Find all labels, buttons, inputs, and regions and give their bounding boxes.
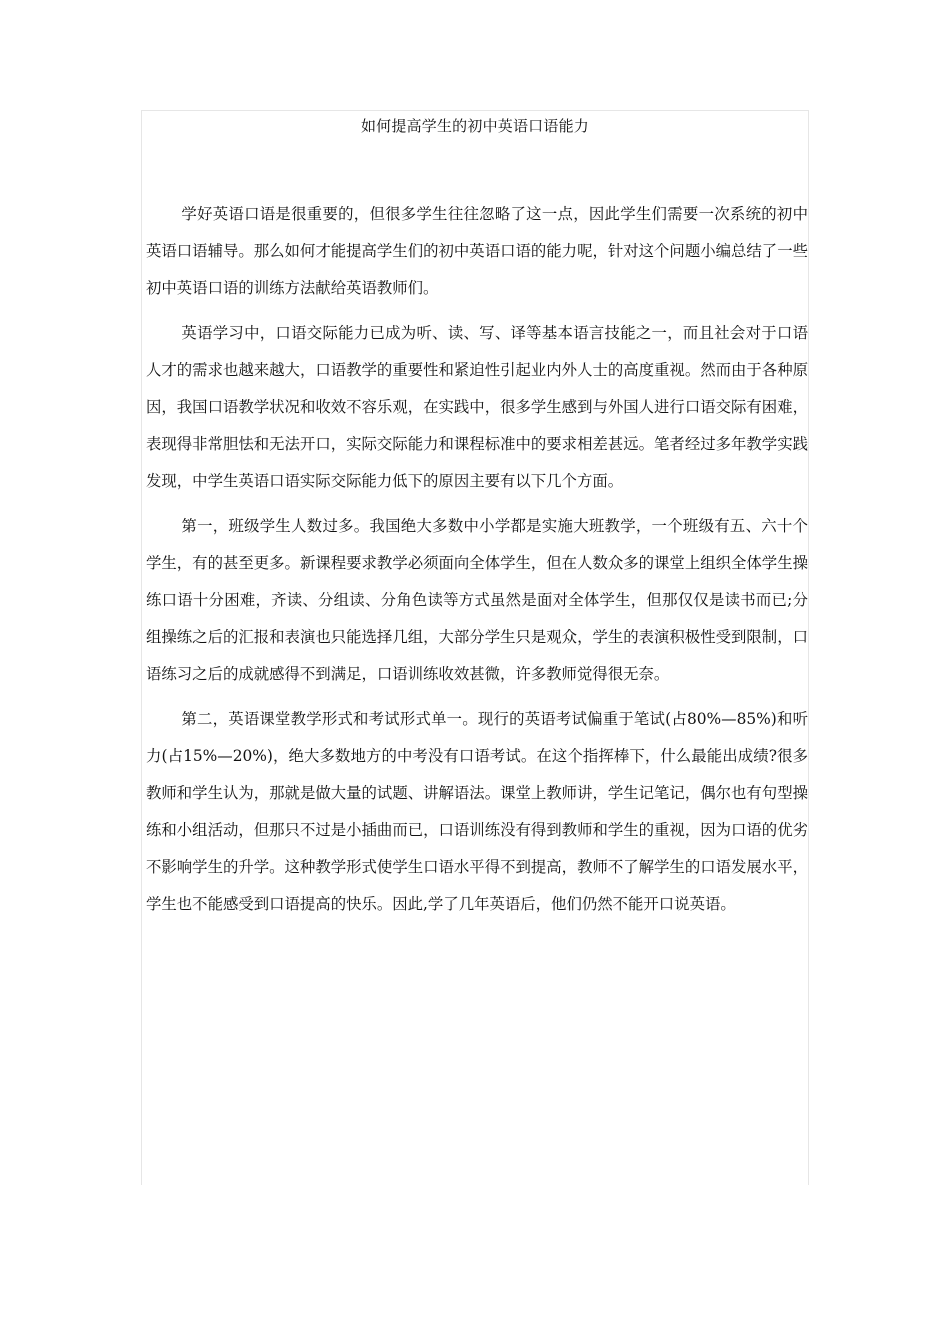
paragraph-intro: 学好英语口语是很重要的，但很多学生往往忽略了这一点，因此学生们需要一次系统的初中英语口语辅导。那么如何才能提高学生们的初中英语口语的能力呢，针对这个问题小编总结了一些初中英语口语的训练方法献给英语教师们。 xyxy=(146,205,808,297)
document-title: 如何提高学生的初中英语口语能力 xyxy=(360,117,589,135)
document-body xyxy=(146,196,808,923)
paragraph-reason-two: 第二，英语课堂教学形式和考试形式单一。现行的英语考试偏重于笔试(占80%—85%)和听力(占15%—20%)，绝大多数地方的中考没有口语考试。在这个指挥棒下，什么最能出成绩?很多教师和学生认为，那就是做大量的试题、讲解语法。课堂上教师讲，学生记笔记，偶尔也有句型操练和小组活动，但那只不过是小插曲而已，口语训练没有得到教师和学生的重视，因为口语的优劣不影响学生的升学。这种教学形式使学生口语水平得不到提高，教师不了解学生的口语发展水平，学生也不能感受到口语提高的快乐。因此,学了几年英语后，他们仍然不能开口说英语。 xyxy=(146,710,808,913)
paragraph-reason-one: 第一，班级学生人数过多。我国绝大多数中小学都是实施大班教学，一个班级有五、六十个学生，有的甚至更多。新课程要求教学必须面向全体学生，但在人数众多的课堂上组织全体学生操练口语十分困难，齐读、分组读、分角色读等方式虽然是面对全体学生，但那仅仅是读书而已;分组操练之后的汇报和表演也只能选择几组，大部分学生只是观众，学生的表演积极性受到限制，口语练习之后的成就感得不到满足，口语训练收效甚微，许多教师觉得很无奈。 xyxy=(146,517,808,683)
paragraph-background: 英语学习中，口语交际能力已成为听、读、写、译等基本语言技能之一，而且社会对于口语人才的需求也越来越大，口语教学的重要性和紧迫性引起业内外人士的高度重视。然而由于各种原因，我国口语教学状况和收效不容乐观，在实践中，很多学生感到与外国人进行口语交际有困难，表现得非常胆怯和无法开口，实际交际能力和课程标准中的要求相差甚远。笔者经过多年教学实践发现，中学生英语口语实际交际能力低下的原因主要有以下几个方面。 xyxy=(146,324,808,490)
